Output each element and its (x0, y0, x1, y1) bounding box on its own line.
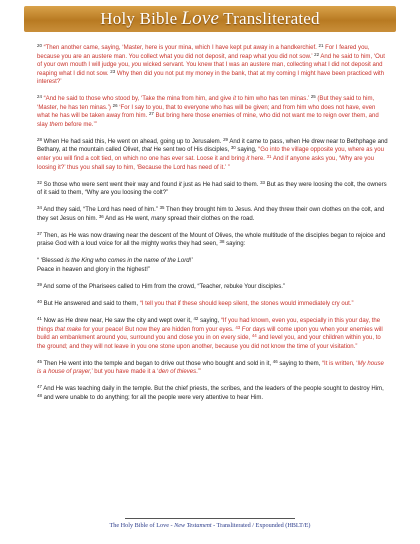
verse-text: “Go into the village opposite you, where as you enter you will find a colt tied, on which no one has ever sat. Loose it and bring (37, 147, 384, 163)
verse-text: Then, as He was now drawing near the descent of the Mount of Olives, the whole multitude of the disciples began to rejoice and praise God with a loud voice for all the mighty works they had seen, (37, 232, 386, 248)
verse-number: 45 (37, 358, 42, 364)
verse-text: (But they said to him, ‘Master, he has ten minas.’) (37, 96, 375, 111)
verse-text-italic: the King who comes in the name of the Lord!’ (69, 258, 193, 265)
paragraph-v41 (37, 317, 389, 351)
verse-number: 42 (193, 316, 199, 322)
paragraph-v28 (37, 138, 389, 172)
verse-text: And as He went, (105, 215, 152, 222)
verse-text: But He answered and said to them, (43, 301, 140, 308)
poetry-line-1 (37, 257, 389, 266)
verse-text: Why then did you not put my money in the bank, that at my coming I might have been practiced with interest?’ (37, 70, 385, 86)
verse-text: here. (249, 156, 265, 163)
paragraph-v40 (37, 300, 389, 309)
verse-number: 38 (219, 239, 225, 245)
verse-text: ’ but you have made it a ‘ (91, 369, 159, 376)
verse-text: “Then another came, saying, ‘Master, here is your mina, which I have kept put away in a handkerchief. (43, 45, 317, 51)
poetry-line-2 (37, 266, 389, 275)
verse-text: “ ‘Blessed (37, 258, 66, 265)
verse-text-italic: it (233, 96, 237, 103)
verse-text: Now as He drew near, He saw the city and wept over it, (43, 318, 192, 325)
verse-text: saying, (237, 147, 259, 154)
header-title-love: Love (181, 8, 220, 29)
verse-number: 20 (37, 43, 42, 49)
paragraph-v24 (37, 95, 389, 129)
header-title-pre: Holy Bible (100, 9, 178, 28)
paragraph-v45 (37, 360, 389, 377)
verse-text: And he said to him, ‘Out of your own mouth I will judge you, (37, 53, 385, 69)
verse-number: 33 (260, 179, 265, 185)
verse-text: For days will come upon you when your enemies will build an embankment around you, surround you and close you in on every side, (37, 326, 383, 342)
verse-text: saying: (226, 241, 246, 248)
paragraph-v37 (37, 232, 389, 249)
verse-number: 44 (251, 333, 257, 339)
verse-text-italic: it (246, 156, 250, 163)
verse-text: But as they were loosing the colt, the owners of it said to them, “Why are you loosing the colt?” (37, 181, 387, 197)
paragraph-v32 (37, 181, 389, 198)
verse-number: 36 (98, 213, 104, 219)
footer-text-post: - Transliterated / Expounded (HBLT/E) (211, 522, 311, 529)
verse-number: 24 (37, 94, 42, 100)
verse-text: ‘For I say to you, that to everyone who has will be given; and from him who does not have, even what he has will be taken away from him. (37, 104, 376, 120)
verse-text: before me.’” (62, 121, 97, 128)
page-footer (0, 518, 420, 529)
verse-text-italic: that (141, 147, 152, 154)
verse-number: 34 (37, 205, 42, 211)
verse-text-italic: den of thieves (158, 369, 197, 376)
verse-number: 47 (37, 384, 42, 390)
paragraph-v34 (37, 206, 389, 223)
verse-number: 30 (230, 145, 236, 151)
verse-text: and level you, and your children within you, to the ground; and they will not leave in you one stone upon another, because you did not know the time of your visitation.” (37, 335, 381, 350)
verse-text: And they said, “The Lord has need of him.” (43, 207, 158, 214)
verse-text-italic: that make (54, 326, 82, 333)
verse-text: just as He had said to them. (181, 181, 259, 188)
verse-text: and were unable to do anything; for all the people were very attentive to hear Him. (43, 394, 264, 401)
verse-text: And some of the Pharisees called to Him from the crowd, “Teacher, rebuke Your disciples.” (43, 283, 285, 290)
verse-text: Then they brought him to Jesus. And they threw their own clothes on the colt, and they set Jesus on him. (37, 207, 385, 222)
verse-text: And it came to pass, when He drew near to Bethphage and Bethany, at the mountain called Olivet, (37, 138, 388, 154)
verse-number: 31 (266, 154, 272, 160)
verse-text-italic: you (131, 62, 142, 69)
verse-number: 46 (272, 358, 278, 364)
verse-number: 22 (314, 51, 320, 57)
verse-number: 35 (159, 205, 165, 211)
verse-text: “And he said to those who stood by, ‘Take the mina from him, and give (43, 96, 234, 103)
verse-number: 43 (235, 324, 241, 330)
verse-text-italic: My house is a house of prayer, (37, 360, 384, 376)
scripture-text (37, 44, 389, 411)
verse-text: When He had said this, He went on ahead, going up to Jerusalem. (43, 138, 222, 145)
verse-number: 48 (37, 393, 42, 399)
verse-text: “If you had known, even you, especially in this your day, the things (37, 318, 381, 333)
footer-divider (125, 518, 295, 519)
footer-text-nt: New Testament (174, 522, 212, 529)
verse-number: 27 (148, 111, 154, 117)
verse-number: 25 (310, 94, 316, 100)
verse-number: 37 (37, 230, 42, 236)
verse-text: He sent two of His disciples, (151, 147, 230, 154)
header-title-post: Transliterated (223, 9, 320, 28)
verse-text: spread their clothes on the road. (165, 215, 255, 222)
verse-text-italic: them (49, 121, 63, 128)
verse-number: 32 (37, 179, 42, 185)
header-banner (24, 6, 396, 32)
verse-number: 40 (37, 299, 42, 305)
verse-text-italic: it (178, 181, 182, 188)
footer-text-pre: The Holy Bible of Love - (109, 522, 175, 529)
verse-text: “I tell you that if these should keep silent, the stones would immediately cry out.” (139, 301, 354, 308)
paragraph-v39 (37, 283, 389, 292)
verse-number: 41 (37, 316, 42, 322)
verse-text: Then He went into the temple and began to drive out those who bought and sold in it, (43, 360, 272, 367)
verse-text-italic: many (151, 215, 166, 222)
verse-text: Peace in heaven and glory in the highest!” (37, 266, 150, 273)
verse-number: 29 (223, 137, 228, 143)
verse-number: 39 (37, 282, 42, 288)
verse-text: So those who were sent went their way and found (43, 181, 179, 188)
verse-number: 28 (37, 137, 42, 143)
verse-text-italic: is (65, 258, 70, 265)
verse-text: for your peace! But now they are hidden from your eyes. (81, 326, 234, 333)
paragraph-v20 (37, 44, 389, 87)
verse-text: wicked servant. You knew that I was an austere man, collecting what I did not deposit and reaping what I did not sow. (37, 62, 383, 77)
verse-number: 26 (112, 102, 118, 108)
verse-text: And if anyone asks you, ‘Why are you loosing it?’ thus you shall say to him, ‘Because the Lord has need of it.’ ” (37, 156, 375, 171)
verse-text: For I feared you, because you are an austere man. You collect what you did not deposit, and reap what you did not sow.’ (37, 45, 370, 60)
verse-text: And He was teaching daily in the temple. But the chief priests, the scribes, and the leaders of the people sought to destroy Him, (43, 386, 384, 393)
verse-text: to him who has ten minas.’ (236, 96, 310, 103)
verse-number: 23 (110, 68, 116, 74)
verse-text: But bring here those enemies of mine, who did not want me to reign over them, and slay (37, 113, 379, 128)
verse-text: saying to them, (279, 360, 323, 367)
verse-text: “It is written, ‘ (322, 360, 358, 367)
verse-number: 21 (318, 43, 324, 49)
verse-text: saying, (200, 318, 221, 325)
verse-text: .’” (196, 369, 202, 376)
paragraph-v47 (37, 385, 389, 402)
